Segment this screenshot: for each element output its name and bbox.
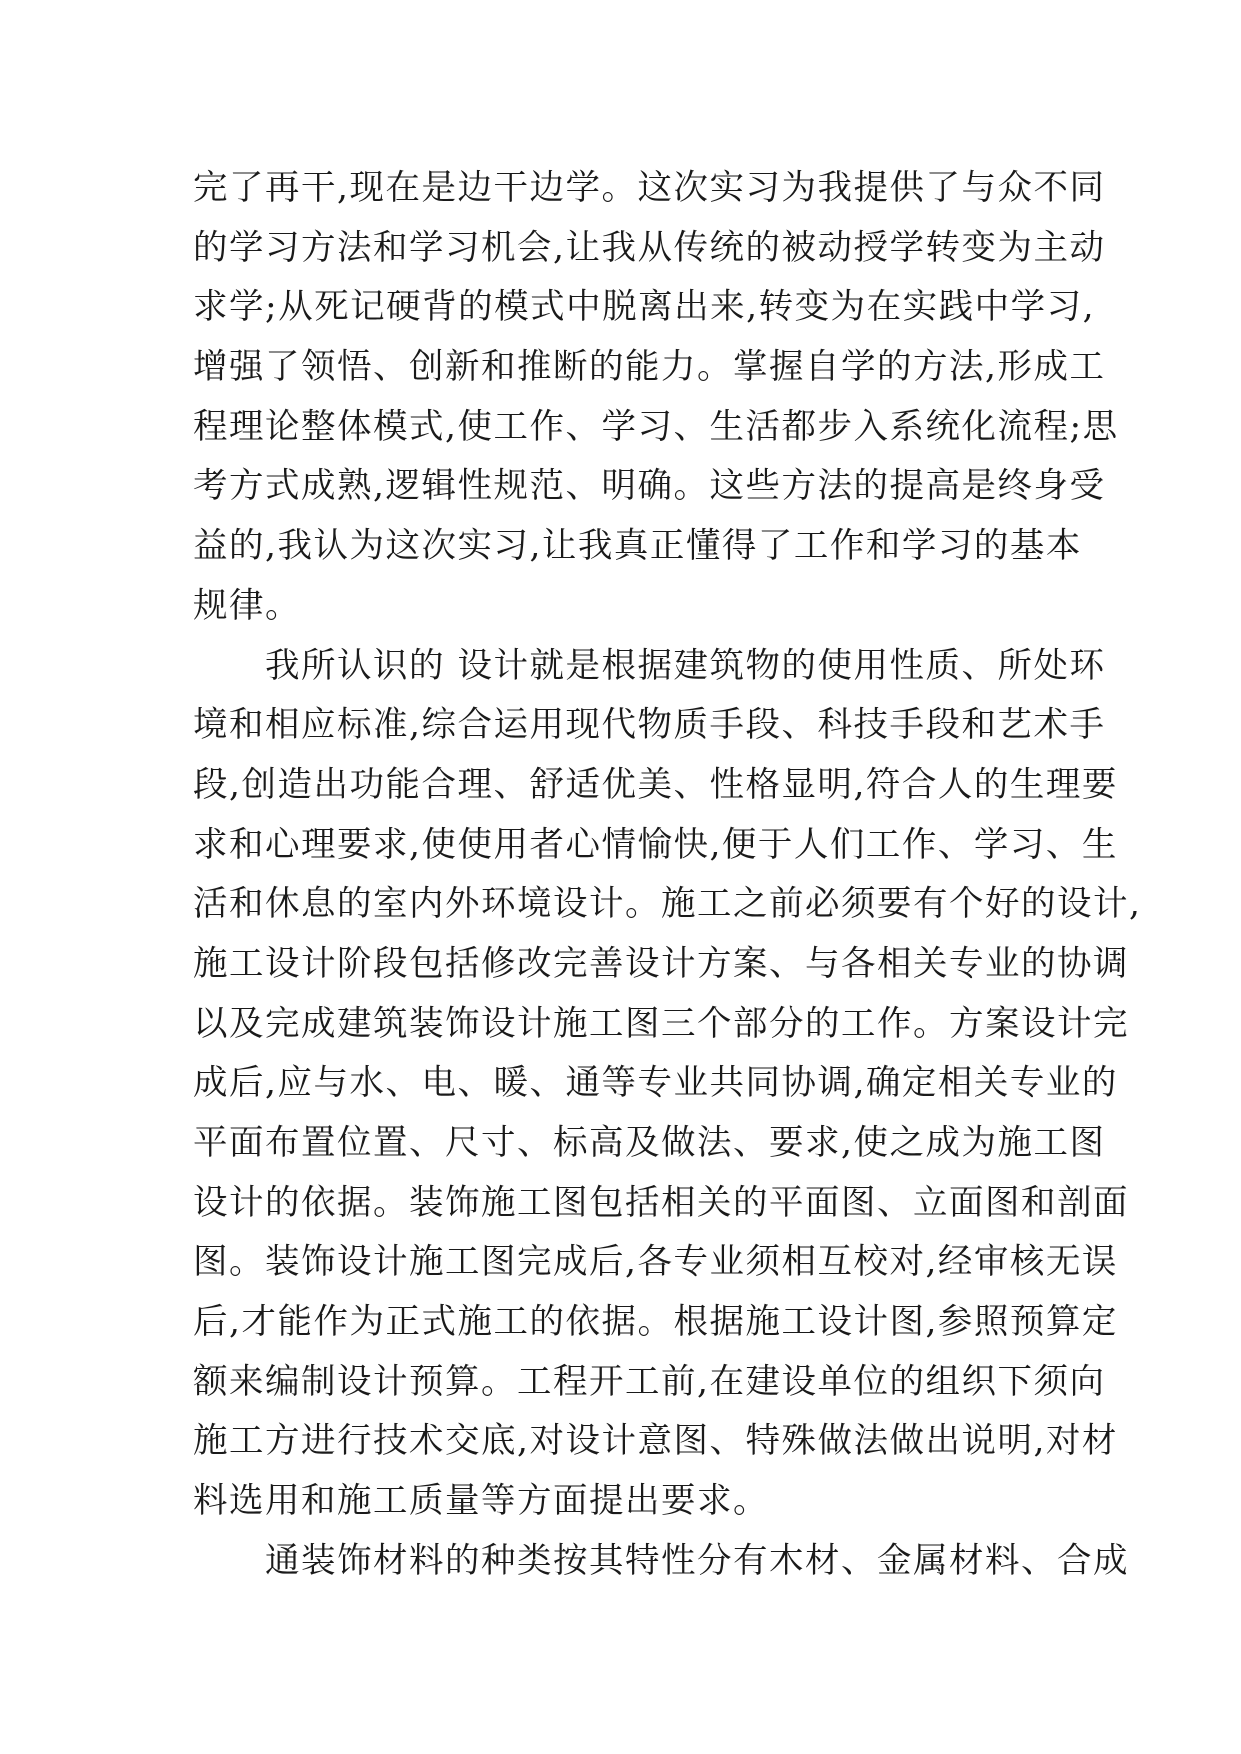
- text-line: 我所认识的 设计就是根据建筑物的使用性质、所处环: [193, 645, 1106, 686]
- text-line: 成后,应与水、电、暖、通等专业共同协调,确定相关专业的: [193, 1063, 1118, 1104]
- text-line: 的学习方法和学习机会,让我从传统的被动授学转变为主动: [193, 227, 1106, 268]
- text-line: 通装饰材料的种类按其特性分有木材、金属材料、合成: [193, 1540, 1129, 1581]
- text-line: 活和休息的室内外环境设计。施工之前必须要有个好的设计,: [193, 884, 1142, 925]
- text-line: 施工方进行技术交底,对设计意图、特殊做法做出说明,对材: [193, 1421, 1118, 1462]
- text-line: 料选用和施工质量等方面提出要求。: [193, 1481, 769, 1522]
- text-line: 施工设计阶段包括修改完善设计方案、与各相关专业的协调: [193, 943, 1129, 984]
- text-line: 平面布置位置、尺寸、标高及做法、要求,使之成为施工图: [193, 1123, 1106, 1163]
- text-line: 额来编制设计预算。工程开工前,在建设单位的组织下须向: [193, 1361, 1106, 1402]
- text-line: 求和心理要求,使使用者心情愉快,便于人们工作、学习、生: [193, 824, 1118, 865]
- text-line: 规律。: [193, 585, 301, 626]
- text-line: 增强了领悟、创新和推断的能力。掌握自学的方法,形成工: [193, 347, 1106, 388]
- text-line: 求学;从死记硬背的模式中脱离出来,转变为在实践中学习,: [193, 287, 1096, 328]
- text-line: 考方式成熟,逻辑性规范、明确。这些方法的提高是终身受: [193, 466, 1106, 507]
- text-line: 设计的依据。装饰施工图包括相关的平面图、立面图和剖面: [193, 1182, 1129, 1223]
- text-line: 程理论整体模式,使工作、学习、生活都步入系统化流程;思: [193, 406, 1119, 447]
- body-text: [193, 159, 1142, 1592]
- text-line: 段,创造出功能合理、舒适优美、性格显明,符合人的生理要: [193, 764, 1118, 805]
- text-line: 完了再干,现在是边干边学。这次实习为我提供了与众不同: [193, 168, 1106, 208]
- text-line: 以及完成建筑装饰设计施工图三个部分的工作。方案设计完: [193, 1003, 1129, 1044]
- text-line: 益的,我认为这次实习,让我真正懂得了工作和学习的基本: [193, 526, 1082, 567]
- text-line: 境和相应标准,综合运用现代物质手段、科技手段和艺术手: [193, 705, 1106, 746]
- text-line: 图。装饰设计施工图完成后,各专业须相互校对,经审核无误: [193, 1242, 1118, 1283]
- text-line: 后,才能作为正式施工的依据。根据施工设计图,参照预算定: [193, 1302, 1118, 1343]
